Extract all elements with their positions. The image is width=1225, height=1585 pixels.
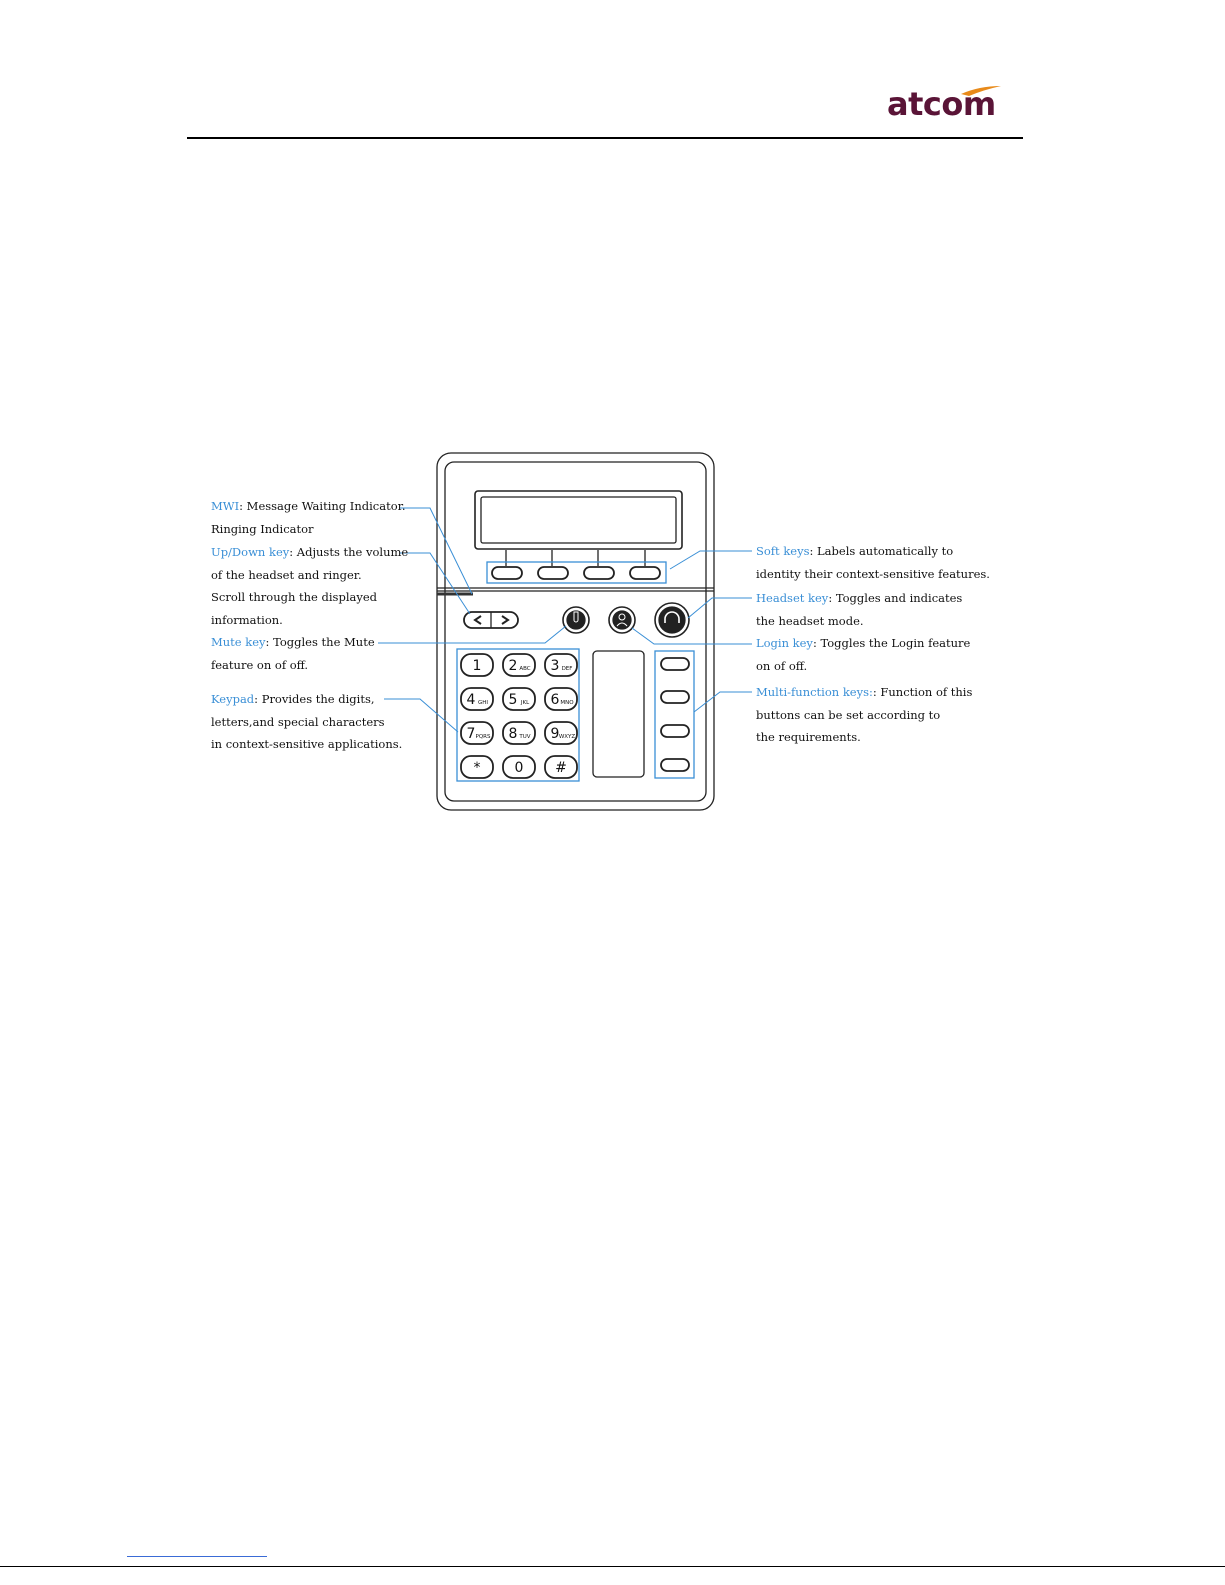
keypad-digit: 7: [466, 726, 476, 742]
callout-mwi-line-1: : Message Waiting Indicator.: [239, 499, 406, 513]
callout-updown-line-3: Scroll through the displayed: [211, 590, 378, 604]
keypad-key-2[interactable]: [503, 654, 535, 676]
callout-mute-line-1: : Toggles the Mute: [265, 635, 375, 649]
footer-rule: [0, 1566, 1225, 1567]
keypad-digit: 3: [550, 658, 560, 674]
callout-multifunction: [756, 681, 972, 749]
keypad-letters: WXYZ: [558, 734, 576, 740]
keypad-letters: GHI: [477, 700, 489, 706]
callout-multifunction-line-2: buttons can be set according to: [756, 707, 941, 722]
leader-login: [632, 628, 752, 644]
keypad-letters: TUV: [519, 734, 531, 740]
multifunction-key-3: [661, 725, 689, 737]
keypad-letters: JKL: [520, 700, 530, 706]
callout-updown-line-4: information.: [211, 612, 283, 627]
callout-mute-line-2: feature on of off.: [211, 657, 309, 672]
keypad-digit: *: [473, 760, 481, 776]
callout-updown-term: Up/Down key: [211, 545, 290, 559]
callout-multifunction-term: Multi-function keys:: [756, 685, 873, 699]
soft-key-2: [538, 567, 568, 579]
callout-mwi: [211, 495, 406, 540]
callout-multifunction-line-1: : Function of this: [872, 685, 973, 699]
callout-keypad-line-2: letters,and special characters: [211, 714, 385, 729]
callout-softkeys-term: Soft keys: [756, 544, 810, 558]
callout-softkeys-line-2: identity their context-sensitive features.: [756, 566, 990, 581]
multifunction-key-2: [661, 691, 689, 703]
soft-key-4: [630, 567, 660, 579]
keypad-key-7[interactable]: [461, 722, 493, 744]
keypad-letters: PQRS: [475, 734, 491, 740]
keypad-letters: ABC: [519, 666, 531, 672]
callout-mute: [211, 631, 375, 676]
callout-keypad: [211, 688, 402, 756]
callout-headset-term: Headset key: [756, 591, 829, 605]
keypad-key-0[interactable]: [503, 756, 535, 778]
callout-updown-line-2: of the headset and ringer.: [211, 567, 362, 582]
lcd-screen: [475, 491, 682, 549]
callout-mwi-line-2: Ringing Indicator: [211, 521, 314, 536]
callout-softkeys-line-1: : Labels automatically to: [809, 544, 954, 558]
leader-updown: [400, 553, 470, 614]
callout-keypad-line-1: : Provides the digits,: [254, 692, 375, 706]
callout-keypad-term: Keypad: [211, 692, 255, 706]
keypad-key-8[interactable]: [503, 722, 535, 744]
keypad-digit: 1: [472, 658, 482, 674]
keypad-key-9[interactable]: [545, 722, 577, 744]
keypad-digit: 9: [550, 726, 560, 742]
keypad-digit: 2: [508, 658, 518, 674]
keypad-key-3[interactable]: [545, 654, 577, 676]
callout-login-term: Login key: [756, 636, 813, 650]
callout-headset: [756, 587, 962, 632]
keypad-letters: MNO: [560, 700, 574, 706]
keypad-key-4[interactable]: [461, 688, 493, 710]
callout-headset-line-1: : Toggles and indicates: [828, 591, 963, 605]
multifunction-key-1: [661, 658, 689, 670]
leader-mwi: [400, 508, 472, 594]
callout-updown-line-1: : Adjusts the volume: [289, 545, 409, 559]
callout-keypad-line-3: in context-sensitive applications.: [211, 737, 403, 751]
callout-mute-term: Mute key: [211, 635, 266, 649]
keypad-digit: 4: [466, 692, 476, 708]
leader-headset: [688, 598, 752, 618]
keypad-key-5[interactable]: [503, 688, 535, 710]
soft-key-1: [492, 567, 522, 579]
keypad-key-hash[interactable]: [545, 756, 577, 778]
callout-updown: [211, 541, 408, 631]
callout-headset-line-2: the headset mode.: [756, 613, 864, 628]
keypad-key-6[interactable]: [545, 688, 577, 710]
keypad-key-star[interactable]: [461, 756, 493, 778]
callout-login: [756, 632, 970, 677]
multifunction-key-4: [661, 759, 689, 771]
soft-key-3: [584, 567, 614, 579]
keypad-digit: 5: [508, 692, 518, 708]
callout-multifunction-line-3: the requirements.: [756, 730, 861, 744]
keypad-digit: 0: [514, 760, 524, 776]
keypad-digit: 8: [508, 726, 518, 742]
callout-softkeys: [756, 540, 990, 585]
footer-link-underline[interactable]: [127, 1556, 267, 1557]
callout-login-line-1: : Toggles the Login feature: [812, 636, 971, 650]
keypad-digit: #: [555, 760, 567, 776]
callout-login-line-2: on of off.: [756, 658, 808, 673]
keypad-letters: DEF: [561, 666, 573, 672]
keypad-key-1[interactable]: [461, 654, 493, 676]
leader-softkeys: [670, 551, 752, 569]
callout-mwi-term: MWI: [211, 499, 240, 513]
leader-multifunction: [694, 692, 752, 712]
logo-text: atcom: [887, 85, 996, 123]
keypad-keys: [461, 654, 577, 778]
center-panel: [593, 651, 644, 777]
keypad-digit: 6: [550, 692, 560, 708]
